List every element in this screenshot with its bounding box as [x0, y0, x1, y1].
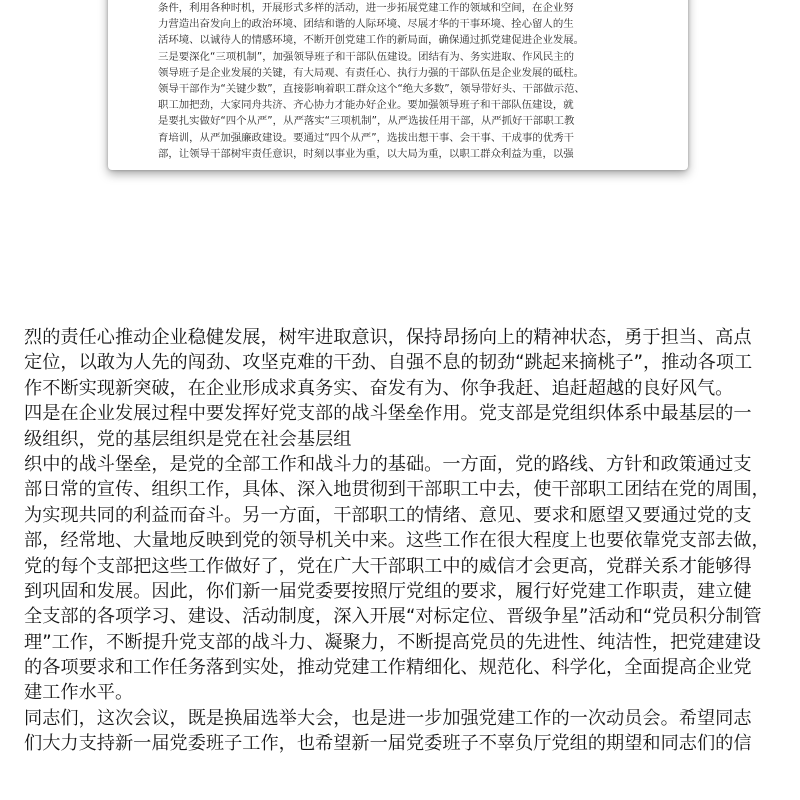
document-body — [24, 325, 784, 757]
thumbnail-paper — [108, 0, 688, 170]
document-line: 定位，以敢为人先的闯劲、攻坚克难的干劲、自强不息的韧劲“跳起来摘桃子”，推动各项工 — [24, 352, 753, 374]
document-line: 党的每个支部把这些工作做好了，党在广大干部职工中的威信才会更高，党群关系才能够得 — [24, 555, 752, 577]
document-line: 的各项要求和工作任务落到实处，推动党建工作精细化、规范化、科学化，全面提高企业党 — [24, 657, 752, 679]
thumbnail-line: 条件，利用各种时机，开展形式多样的活动，进一步拓展党建工作的领域和空间，在企业努 — [158, 2, 574, 14]
document-line: 部日常的宣传、组织工作，具体、深入地贯彻到干部职工中去，使干部职工团结在党的周围， — [24, 479, 770, 501]
document-line: 级组织，党的基层组织是党在社会基层组 — [24, 428, 352, 450]
thumbnail-line: 职工加把劲，大家同舟共济、齐心协力才能办好企业。要加强领导班子和干部队伍建设，就 — [158, 99, 574, 112]
document-line: 们大力支持新一届党委班子工作，也希望新一届党委班子不辜负厅党组的期望和同志们的信 — [24, 733, 752, 755]
thumbnail-line: 领导班子是企业发展的关键，有大局观、有责任心、执行力强的干部队伍是企业发展的砥柱。 — [158, 66, 585, 79]
thumbnail-line: 部，让领导干部树牢责任意识，时刻以事业为重，以大局为重，以职工群众利益为重，以强 — [158, 147, 574, 160]
document-line: 为实现共同的利益而奋斗。另一方面，干部职工的情绪、意见、要求和愿望又要通过党的支 — [24, 504, 752, 526]
document-line: 织中的战斗堡垒，是党的全部工作和战斗力的基础。一方面，党的路线、方针和政策通过支 — [24, 453, 752, 475]
thumbnail-line: 三是要深化“三项机制”，加强领导班子和干部队伍建设。团结有为、务实进取、作风民主的 — [158, 50, 574, 63]
document-line: 部，经常地、大量地反映到党的领导机关中来。这些工作在很大程度上也要依靠党支部去做， — [24, 530, 770, 552]
thumbnail-line: 活环境、以诚待人的情感环境，不断开创党建工作的新局面，确保通过抓党建促进企业发展。 — [158, 34, 585, 47]
scanned-page-thumbnail — [108, 0, 688, 172]
thumbnail-line: 是要扎实做好“四个从严”，从严落实“三项机制”，从严选拔任用干部，从严抓好干部职工教 — [158, 115, 575, 128]
document-line: 作不断实现新突破，在企业形成求真务实、奋发有为、你争我赶、追赶超越的良好风气。 — [24, 377, 734, 399]
thumbnail-line: 领导干部作为“关键少数”，直接影响着职工群众这个“绝大多数”，领导带好头、干部做示范、 — [158, 82, 585, 95]
thumbnail-line: 育培训，从严加强廉政建设。要通过“四个从严”，选拔出想干事、会干事、干成事的优秀干 — [158, 131, 574, 144]
document-line: 四是在企业发展过程中要发挥好党支部的战斗堡垒作用。党支部是党组织体系中最基层的一 — [24, 403, 752, 425]
document-line: 理”工作，不断提升党支部的战斗力、凝聚力，不断提高党员的先进性、纯洁性，把党建建设 — [24, 631, 761, 653]
document-line: 到巩固和发展。因此，你们新一届党委要按照厅党组的要求，履行好党建工作职责，建立健 — [24, 580, 752, 602]
document-line: 建工作水平。 — [24, 682, 134, 704]
document-line: 全支部的各项学习、建设、活动制度，深入开展“对标定位、晋级争星”活动和“党员积分制管 — [24, 606, 762, 628]
document-line: 同志们，这次会议，既是换届选举大会，也是进一步加强党建工作的一次动员会。希望同志 — [24, 707, 752, 729]
document-line: 烈的责任心推动企业稳健发展，树牢进取意识，保持昂扬向上的精神状态，勇于担当、高点 — [24, 327, 752, 348]
thumbnail-text — [158, 0, 648, 162]
thumbnail-line: 力营造出奋发向上的政治环境、团结和谐的人际环境、尽展才华的干事环境、拴心留人的生 — [158, 18, 574, 31]
